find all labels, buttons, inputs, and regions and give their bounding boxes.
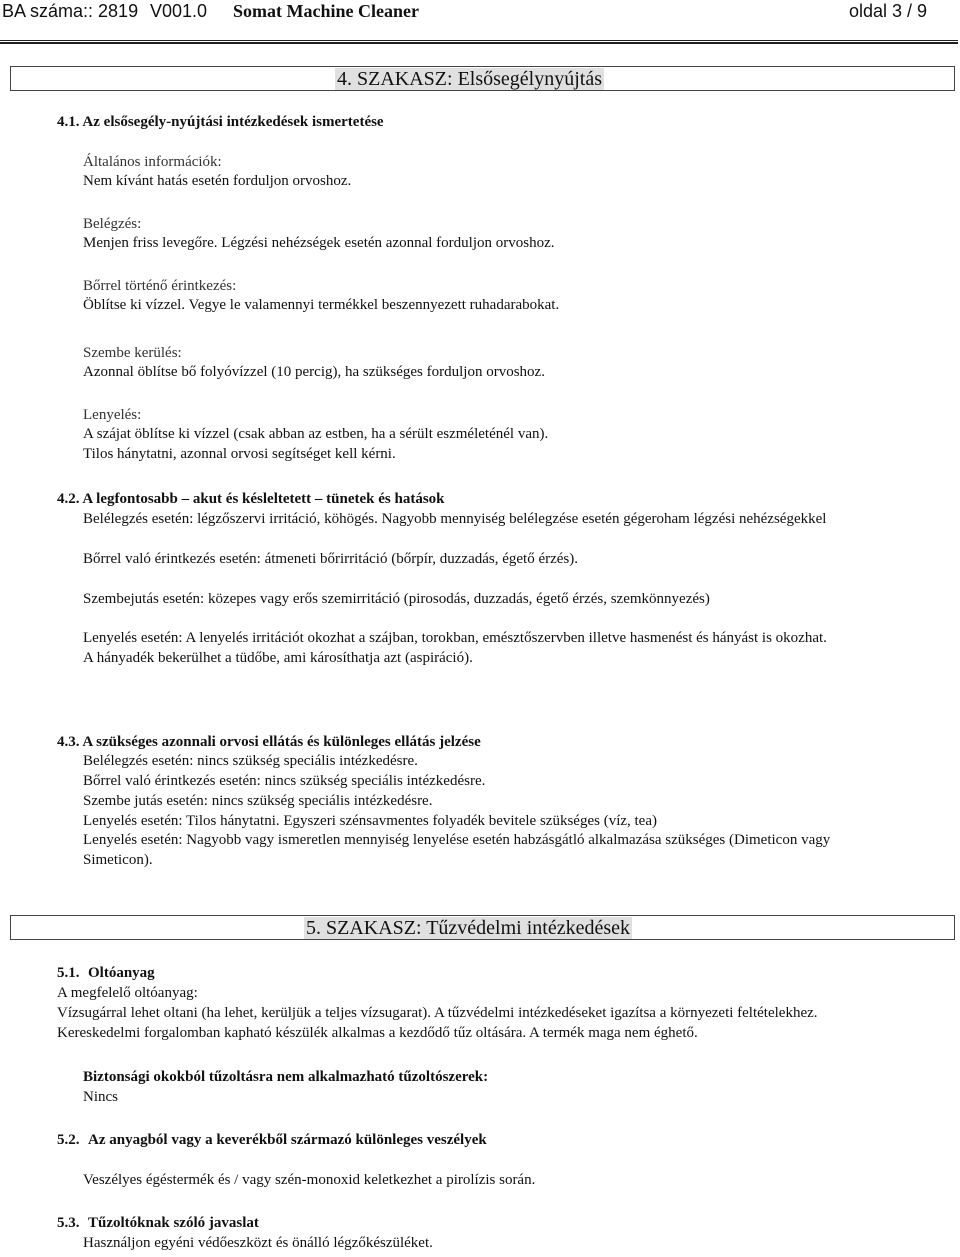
s42-heading: 4.2. A legfontosabb – akut és késleltetett – tünetek és hatások	[57, 491, 445, 507]
section4-title: 4. SZAKASZ: Elsősegélynyújtás	[337, 68, 602, 90]
s43-line-1: Belélegzés esetén: nincs szükség speciális intézkedésre.	[83, 753, 418, 769]
s52-heading-num: 5.2.	[57, 1132, 80, 1148]
s42-p4a: Lenyelés esetén: A lenyelés irritációt okozhat a szájban, torokban, emésztőszervben illetve hasmenést és hányást is okozhat.	[83, 630, 827, 646]
s43-line-5b: Simeticon).	[83, 852, 153, 868]
s42-p1: Belélegzés esetén: légzőszervi irritáció, köhögés. Nagyobb mennyiség belélegzése esetén gégeroham légzési nehézségekkel	[83, 511, 827, 527]
general-text: Nem kívánt hatás esetén forduljon orvoshoz.	[83, 173, 352, 189]
s42-p4b: A hányadék bekerülhet a tüdőbe, ami károsíthatja azt (aspiráció).	[83, 650, 473, 666]
s43-line-4: Lenyelés esetén: Tilos hánytatni. Egyszeri szénsavmentes folyadék bevitele szükséges (víz, tea)	[83, 813, 657, 829]
section5-title: 5. SZAKASZ: Tűzvédelmi intézkedések	[306, 917, 631, 939]
s53-heading-num: 5.3.	[57, 1215, 80, 1231]
inhal-label: Belégzés:	[83, 216, 142, 232]
header-rule-thin	[0, 40, 958, 41]
page-number: oldal 3 / 9	[849, 1, 928, 21]
s51-heading-text: Oltóanyag	[88, 965, 155, 981]
suitable-label: A megfelelő oltóanyag:	[57, 985, 198, 1001]
s53-text: Használjon egyéni védőeszközt és önálló légzőkészüléket.	[83, 1235, 433, 1251]
s52-heading-text: Az anyagból vagy a keverékből származó különleges veszélyek	[88, 1132, 487, 1148]
s53-heading-text: Tűzoltóknak szóló javaslat	[88, 1215, 259, 1231]
s43-line-2: Bőrrel való érintkezés esetén: nincs szükség speciális intézkedésre.	[83, 773, 486, 789]
s42-p2: Bőrrel való érintkezés esetén: átmeneti bőrirritáció (bőrpír, duzzadás, égető érzés).	[83, 551, 579, 567]
skin-text: Öblítse ki vízzel. Vegye le valamennyi termékkel beszennyezett ruhadarabokat.	[83, 297, 560, 313]
ingest-text-2: Tilos hánytatni, azonnal orvosi segítséget kell kérni.	[83, 446, 396, 462]
version: V001.0	[150, 1, 208, 21]
eye-text: Azonnal öblítse bő folyóvízzel (10 percig), ha szükséges forduljon orvoshoz.	[83, 364, 545, 380]
s43-line-5a: Lenyelés esetén: Nagyobb vagy ismeretlen mennyiség lenyelése esetén habzásgátló alkalmazása szükséges (Dimeticon vagy	[83, 832, 831, 848]
skin-label: Bőrrel történő érintkezés:	[83, 278, 237, 294]
ba-number: BA száma:: 2819	[2, 1, 139, 21]
product-name: Somat Machine Cleaner	[233, 1, 419, 21]
unsuitable-text: Nincs	[83, 1089, 118, 1105]
general-label: Általános információk:	[83, 154, 222, 170]
suitable-text-2: Kereskedelmi forgalomban kapható készülék alkalmas a kezdődő tűz oltására. A termék maga nem éghető.	[57, 1025, 698, 1041]
eye-label: Szembe kerülés:	[83, 345, 182, 361]
inhal-text: Menjen friss levegőre. Légzési nehézségek esetén azonnal forduljon orvoshoz.	[83, 235, 555, 251]
ingest-text-1: A szájat öblítse ki vízzel (csak abban az estben, ha a sérült eszméleténél van).	[83, 426, 549, 442]
s41-heading: 4.1. Az elsősegély-nyújtási intézkedések ismertetése	[57, 114, 384, 130]
s43-heading: 4.3. A szükséges azonnali orvosi ellátás és különleges ellátás jelzése	[57, 734, 481, 750]
header-rule-thick	[0, 42, 958, 44]
ingest-label: Lenyelés:	[83, 407, 142, 423]
suitable-text-1: Vízsugárral lehet oltani (ha lehet, kerüljük a teljes vízsugarat). A tűzvédelmi intézkedéseket igazítsa a környezeti feltételekhez.	[57, 1005, 818, 1021]
s52-text: Veszélyes égéstermék és / vagy szén-monoxid keletkezhet a pirolízis során.	[83, 1172, 536, 1188]
s51-heading-num: 5.1.	[57, 965, 80, 981]
s43-line-3: Szembe jutás esetén: nincs szükség speciális intézkedésre.	[83, 793, 433, 809]
s42-p3: Szembejutás esetén: közepes vagy erős szemirritáció (pirosodás, duzzadás, égető érzés, szemkönnyezés)	[83, 591, 710, 607]
unsuitable-label: Biztonsági okokból tűzoltásra nem alkalmazható tűzoltószerek:	[83, 1069, 489, 1085]
